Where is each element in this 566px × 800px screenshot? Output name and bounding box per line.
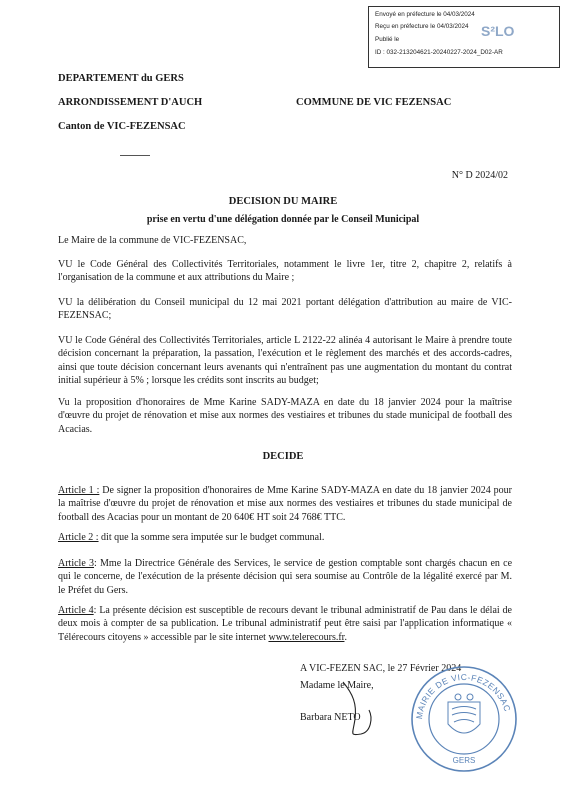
arrondissement-label: ARRONDISSEMENT D'AUCH (58, 97, 203, 108)
article-3-label: Article 3 (58, 558, 95, 569)
canton-label: Canton de VIC-FEZENSAC (58, 121, 186, 132)
decision-reference: N° D 2024/02 (451, 170, 508, 181)
article-2-label: Article 2 : (58, 532, 99, 543)
article-2 (58, 531, 512, 544)
document-title: DECISION DU MAIRE (228, 196, 338, 207)
document-subtitle: prise en vertu d'une délégation donnée par le Conseil Municipal (146, 214, 420, 225)
handwritten-signature (335, 674, 395, 744)
article-4 (58, 604, 512, 644)
municipal-seal (408, 662, 520, 776)
article-2-text: dit que la somme sera imputée sur le budget communal. (98, 532, 325, 543)
vu-paragraph-1: VU le Code Général des Collectivités Territoriales, notamment le livre 1er, titre 2, chapitre 2, relatifs à l'organisation de la commune et aux attributions du Maire ; (58, 259, 512, 284)
article-3-text: : Mme la Directrice Générale des Services, le service de gestion comptable sont chargés chacun en ce qui le concerne, de l'exécution de la présente décision qui sera soumise au Contrôle de la légalité exercé par M. le Préfet du Gers. (58, 558, 513, 596)
article-4-end: . (344, 631, 347, 643)
article-1-label: Article 1 : (58, 485, 100, 496)
telerecours-link[interactable]: www.telerecours.fr (268, 631, 345, 643)
article-1 (58, 484, 512, 524)
intro-text: Le Maire de la commune de VIC-FEZENSAC, (58, 235, 247, 246)
coat-of-arms-icon (448, 694, 480, 733)
prefecture-stamp (368, 6, 560, 68)
signatory-name: Barbara NETO (300, 712, 361, 723)
commune-label: COMMUNE DE VIC FEZENSAC (296, 97, 452, 108)
header-divider (120, 155, 150, 156)
stamp-line-received: Reçu en préfecture le 04/03/2024 (375, 23, 469, 30)
article-3 (58, 557, 512, 597)
article-1-text: De signer la proposition d'honoraires de Mme Karine SADY-MAZA en date du 18 janvier 2024 pour la maîtrise d'œuvre du projet de rénovation et mise aux normes des vestiaires et tribunes du stade municipal de football des Acacias pour un montant de 20 640€ HT soit 24 768€ TTC. (58, 485, 512, 523)
vu-paragraph-3: VU le Code Général des Collectivités Territoriales, article L 2122-22 alinéa 4 autorisant le Maire à prendre toute décision concernant la préparation, la passation, l'exécution et le règlement des marchés et des accords-cadres, ainsi que toute décision concernant leurs avenants qui n'entraînent pas une augmentation du montant du contrat initial supérieur à 5% ; lorsque les crédits sont inscrits au budget; (58, 335, 512, 387)
article-4-label: Article 4 (58, 605, 94, 616)
department-label: DEPARTEMENT du GERS (58, 73, 184, 84)
vu-paragraph-2: VU la délibération du Conseil municipal du 12 mai 2021 portant délégation d'attribution au maire de VIC-FEZENSAC; (58, 297, 512, 322)
article-4-text: : La présente décision est susceptible de recours devant le tribunal administratif de Pau dans le délai de deux mois à compter de sa publication. Le tribunal administratif peut être saisi par l'application informatique « Télérecours citoyens » accessible par le site internet (58, 605, 513, 643)
stamp-line-id: ID : 032-213204621-20240227-2024_D02-AR (375, 49, 503, 56)
stamp-line-sent: Envoyé en préfecture le 04/03/2024 (375, 11, 475, 18)
decide-heading: DECIDE (262, 451, 304, 462)
seal-ring-text: MAIRIE DE VIC-FEZENSAC (414, 671, 513, 720)
s2lo-logo: S²LO (481, 23, 515, 39)
signatory-role: Madame le Maire, (300, 680, 374, 691)
seal-bottom-text: GERS (452, 756, 476, 765)
place-and-date: A VIC-FEZEN SAC, le 27 Février 2024 (300, 663, 462, 674)
stamp-line-published: Publié le (375, 36, 400, 43)
vu-paragraph-4: Vu la proposition d'honoraires de Mme Karine SADY-MAZA en date du 18 janvier 2024 pour la maîtrise d'œuvre du projet de rénovation et mise aux normes des vestiaires et tribunes du stade municipal de football des Acacias. (58, 397, 512, 435)
